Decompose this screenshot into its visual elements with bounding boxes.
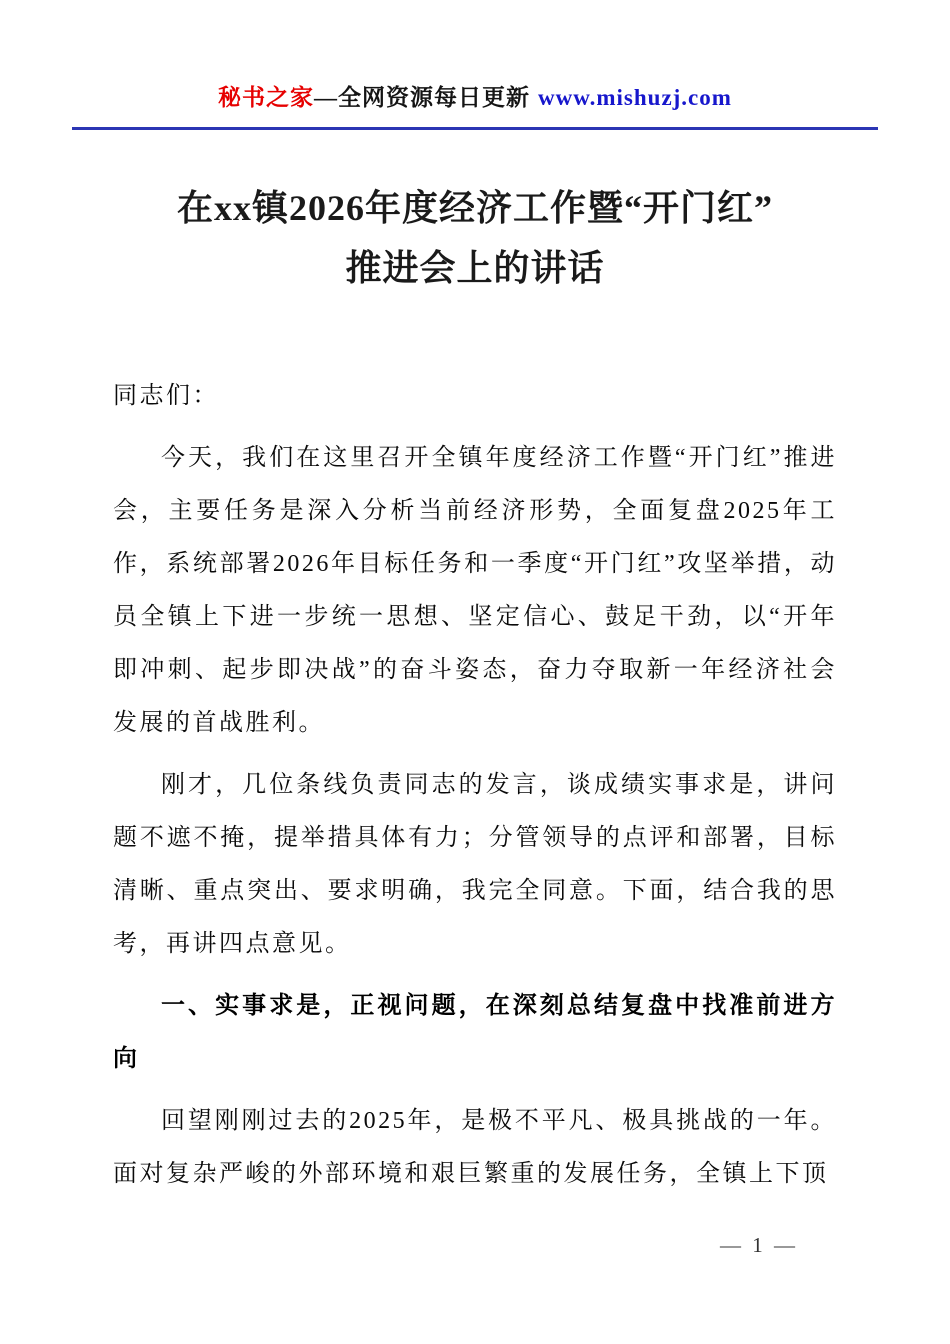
paragraph-3: 回望刚刚过去的2025年，是极不平凡、极具挑战的一年。面对复杂严峻的外部环境和艰巨繁重的发展任务，全镇上下顶: [113, 1107, 837, 1187]
page-header: [0, 0, 950, 130]
header-divider: [72, 127, 878, 130]
paragraph-2: 刚才，几位条线负责同志的发言，谈成绩实事求是，讲问题不遮不掩，提举措具体有力；分管领导的点评和部署，目标清晰、重点突出、要求明确，我完全同意。下面，结合我的思考，再讲四点意见。: [113, 771, 837, 957]
site-url-link[interactable]: www.mishuzj.com: [538, 85, 732, 110]
site-brand: 秘书之家: [218, 85, 315, 110]
section-heading-1: 一、实事求是，正视问题，在深刻总结复盘中找准前进方向: [113, 992, 837, 1072]
document-title: [115, 178, 835, 298]
salutation: 同志们：: [113, 382, 219, 409]
document-body: [113, 370, 837, 1201]
header-text: [0, 84, 950, 112]
page-number: — 1 —: [720, 1233, 798, 1257]
page-footer: [720, 1233, 798, 1258]
title-line-1: 在xx镇2026年度经济工作暨“开门红”: [176, 187, 773, 228]
site-tagline: —全网资源每日更新: [314, 85, 531, 110]
paragraph-1: 今天，我们在这里召开全镇年度经济工作暨“开门红”推进会，主要任务是深入分析当前经济形势，全面复盘2025年工作，系统部署2026年目标任务和一季度“开门红”攻坚举措，动员全镇上下进一步统一思想、坚定信心、鼓足干劲，以“开年即冲刺、起步即决战”的奋斗姿态，奋力夺取新一年经济社会发展的首战胜利。: [113, 444, 837, 736]
title-line-2: 推进会上的讲话: [345, 247, 605, 288]
